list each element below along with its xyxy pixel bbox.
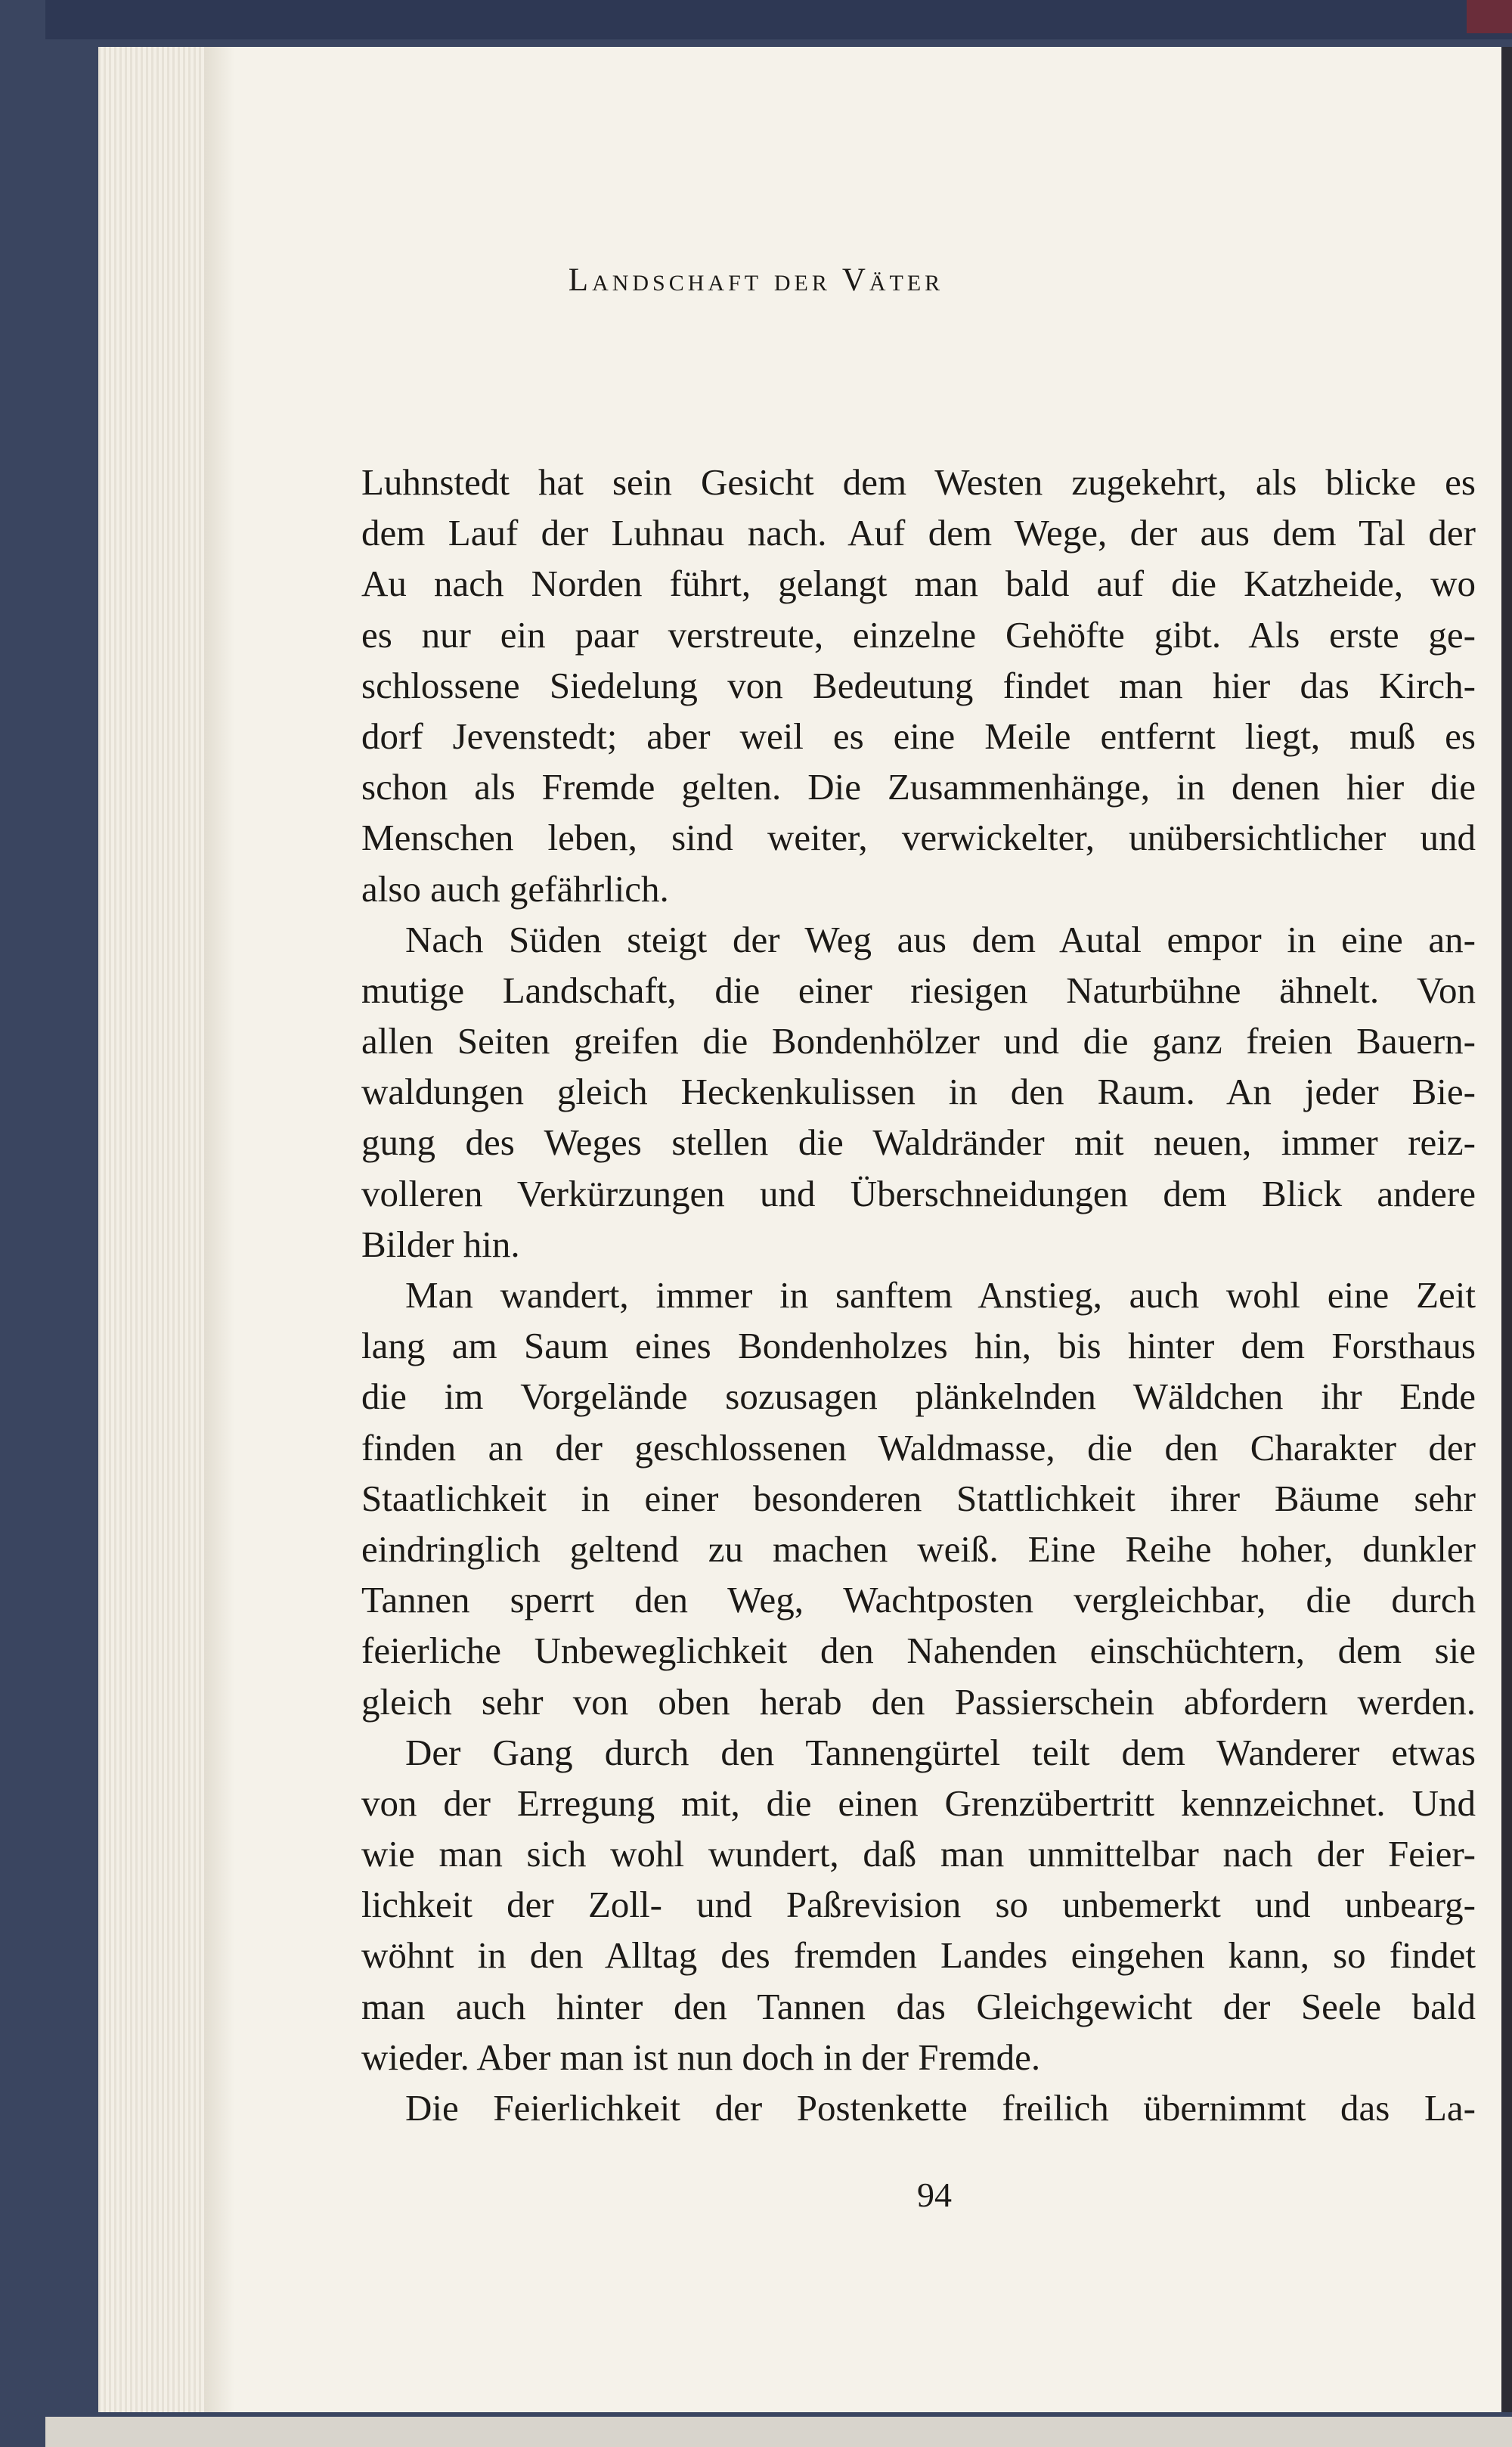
text-line: Man wandert, immer in sanftem Anstieg, auch wohl eine Zeit	[405, 1274, 1476, 1316]
text-line: Nach Süden steigt der Weg aus dem Autal empor in eine an-	[405, 918, 1476, 960]
text-line: dorf Jevenstedt; aber weil es eine Meile entfernt liegt, muß es	[361, 715, 1476, 757]
text-line: feierliche Unbeweglichkeit den Nahenden einschüchtern, dem sie	[361, 1630, 1476, 1672]
text-line: lichkeit der Zoll- und Paßrevision so unbemerkt und unbearg-	[361, 1884, 1476, 1926]
text-line: dem Lauf der Luhnau nach. Auf dem Wege, der aus dem Tal der	[361, 512, 1476, 554]
text-line: man auch hinter den Tannen das Gleichgewicht der Seele bald	[361, 1985, 1476, 2027]
text-line: Bilder hin.	[361, 1223, 520, 1265]
text-line: Menschen leben, sind weiter, verwickelter, unübersichtlicher und	[361, 817, 1476, 859]
text-line: wie man sich wohl wundert, daß man unmittelbar nach der Feier-	[361, 1833, 1476, 1875]
text-line: eindringlich geltend zu machen weiß. Eine Reihe hoher, dunkler	[361, 1527, 1476, 1570]
body-text	[361, 457, 1476, 2133]
text-line: Tannen sperrt den Weg, Wachtposten vergleichbar, die durch	[361, 1579, 1476, 1621]
text-line: gung des Weges stellen die Waldränder mit neuen, immer reiz-	[361, 1121, 1476, 1164]
page-edges	[98, 47, 204, 2412]
page-gutter-shade	[204, 47, 234, 2412]
text-line: die im Vorgelände sozusagen plänkelnden Wäldchen ihr Ende	[361, 1375, 1476, 1418]
text-line: allen Seiten greifen die Bondenhölzer und die ganz freien Bauern-	[361, 1020, 1476, 1062]
text-line: mutige Landschaft, die einer riesigen Naturbühne ähnelt. Von	[361, 969, 1476, 1011]
text-line: Luhnstedt hat sein Gesicht dem Westen zugekehrt, als blicke es	[361, 461, 1476, 503]
text-line: schlossene Siedelung von Bedeutung findet man hier das Kirch-	[361, 664, 1476, 706]
text-line: lang am Saum eines Bondenholzes hin, bis hinter dem Forsthaus	[361, 1325, 1476, 1367]
text-line: es nur ein paar verstreute, einzelne Gehöfte gibt. Als erste ge-	[361, 613, 1476, 656]
page-number: 94	[917, 2176, 952, 2214]
background-surface	[45, 2417, 1512, 2447]
text-line: waldungen gleich Heckenkulissen in den Raum. An jeder Bie-	[361, 1071, 1476, 1113]
text-line: volleren Verkürzungen und Überschneidungen dem Blick andere	[361, 1172, 1476, 1214]
cover-corner	[1467, 0, 1512, 33]
right-cover-edge	[1501, 47, 1512, 2412]
book-cover-top-edge	[45, 0, 1512, 39]
text-line: Der Gang durch den Tannengürtel teilt dem Wanderer etwas	[405, 1731, 1476, 1773]
text-line: Die Feierlichkeit der Postenkette freilich übernimmt das La-	[405, 2087, 1476, 2129]
text-line: von der Erregung mit, die einen Grenzübertritt kennzeichnet. Und	[361, 1782, 1476, 1824]
text-line: schon als Fremde gelten. Die Zusammenhänge, in denen hier die	[361, 766, 1476, 808]
text-line: wieder. Aber man ist nun doch in der Fremde.	[361, 2036, 1041, 2078]
text-line: gleich sehr von oben herab den Passierschein abfordern werden.	[361, 1680, 1476, 1723]
text-line: wöhnt in den Alltag des fremden Landes eingehen kann, so findet	[361, 1934, 1476, 1977]
text-line: also auch gefährlich.	[361, 867, 669, 910]
text-line: Au nach Norden führt, gelangt man bald auf die Katzheide, wo	[361, 563, 1476, 605]
text-line: Staatlichkeit in einer besonderen Stattlichkeit ihrer Bäume sehr	[361, 1477, 1476, 1519]
running-header: Landschaft der Väter	[568, 262, 944, 298]
text-line: finden an der geschlossenen Waldmasse, die den Charakter der	[361, 1426, 1476, 1469]
